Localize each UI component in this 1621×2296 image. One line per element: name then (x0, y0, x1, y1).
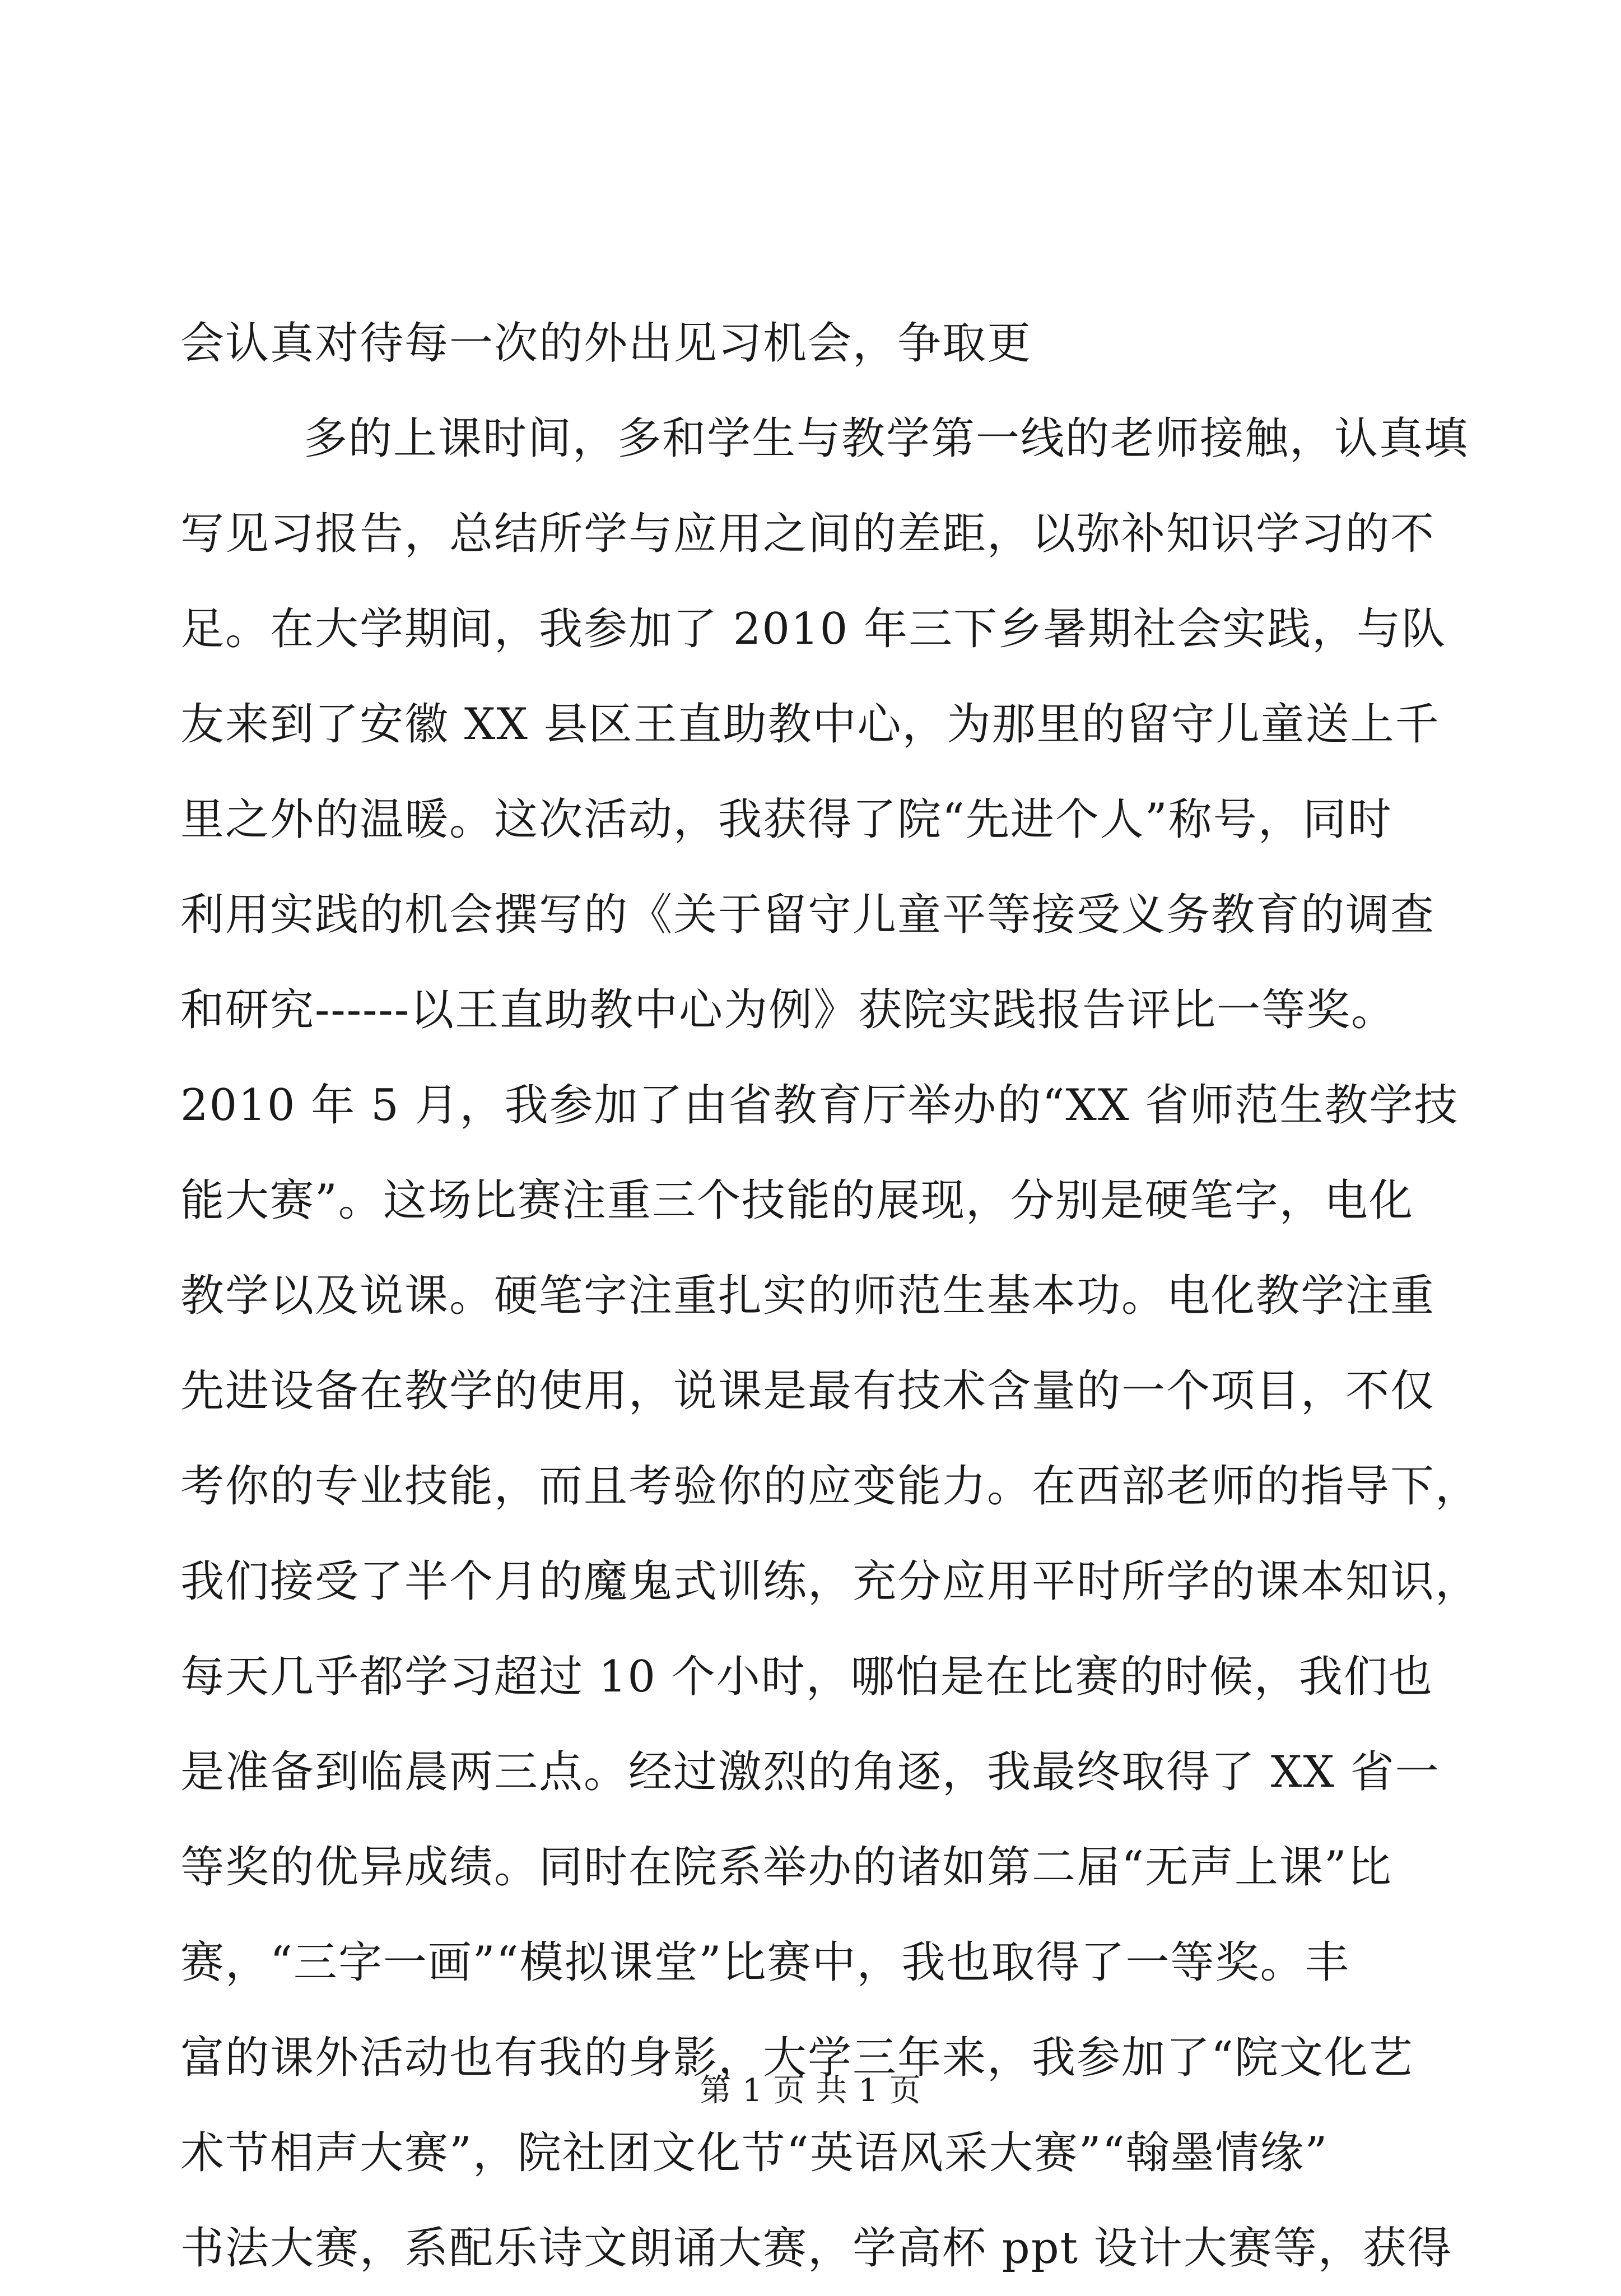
text-line: 2010 年 5 月，我参加了由省教育厅举办的“XX 省师范生教学技 (180, 1080, 1459, 1131)
text-line: 里之外的温暖。这次活动，我获得了院“先进个人”称号，同时 (180, 794, 1392, 845)
text-line: 是准备到临晨两三点。经过激烈的角逐，我最终取得了 XX 省一 (180, 1747, 1440, 1797)
text-line: 利用实践的机会撰写的《关于留守儿童平等接受义务教育的调查 (180, 890, 1436, 940)
text-line: 书法大赛，系配乐诗文朗诵大赛，学高杯 ppt 设计大赛等，获得 (180, 2223, 1452, 2274)
text-line: 多的上课时间，多和学生与教学第一线的老师接触，认真填 (304, 413, 1469, 464)
text-line: 我们接受了半个月的魔鬼式训练，充分应用平时所学的课本知识， (180, 1556, 1480, 1607)
text-line: 等奖的优异成绩。同时在院系举办的诸如第二届“无声上课”比 (180, 1842, 1392, 1893)
text-line: 足。在大学期间，我参加了 2010 年三下乡暑期社会实践，与队 (180, 604, 1447, 654)
text-line: 和研究------以王直助教中心为例》获院实践报告评比一等奖。 (180, 985, 1396, 1035)
text-line: 教学以及说课。硬笔字注重扎实的师范生基本功。电化教学注重 (180, 1271, 1436, 1321)
page-number-footer: 第 1 页 共 1 页 (700, 2072, 921, 2109)
text-line: 每天几乎都学习超过 10 个小时，哪怕是在比赛的时候，我们也 (180, 1652, 1433, 1702)
text-line: 赛，“三字一画”“模拟课堂”比赛中，我也取得了一等奖。丰 (180, 1937, 1350, 1988)
document-body (180, 296, 1480, 2296)
text-line: 考你的专业技能，而且考验你的应变能力。在西部老师的指导下， (180, 1461, 1480, 1512)
text-line: 能大赛”。这场比赛注重三个技能的展现，分别是硬笔字，电化 (180, 1175, 1414, 1226)
text-line: 术节相声大赛”，院社团文化节“英语风采大赛”“翰墨情缘” (180, 2128, 1329, 2178)
text-line: 会认真对待每一次的外出见习机会，争取更 (180, 318, 1032, 369)
text-line: 富的课外活动也有我的身影，大学三年来，我参加了“院文化艺 (180, 2033, 1414, 2083)
text-line: 友来到了安徽 XX 县区王直助教中心，为那里的留守儿童送上千 (180, 699, 1440, 750)
text-line: 写见习报告，总结所学与应用之间的差距，以弥补知识学习的不 (180, 509, 1436, 559)
text-line: 先进设备在教学的使用，说课是最有技术含量的一个项目，不仅 (180, 1366, 1436, 1416)
